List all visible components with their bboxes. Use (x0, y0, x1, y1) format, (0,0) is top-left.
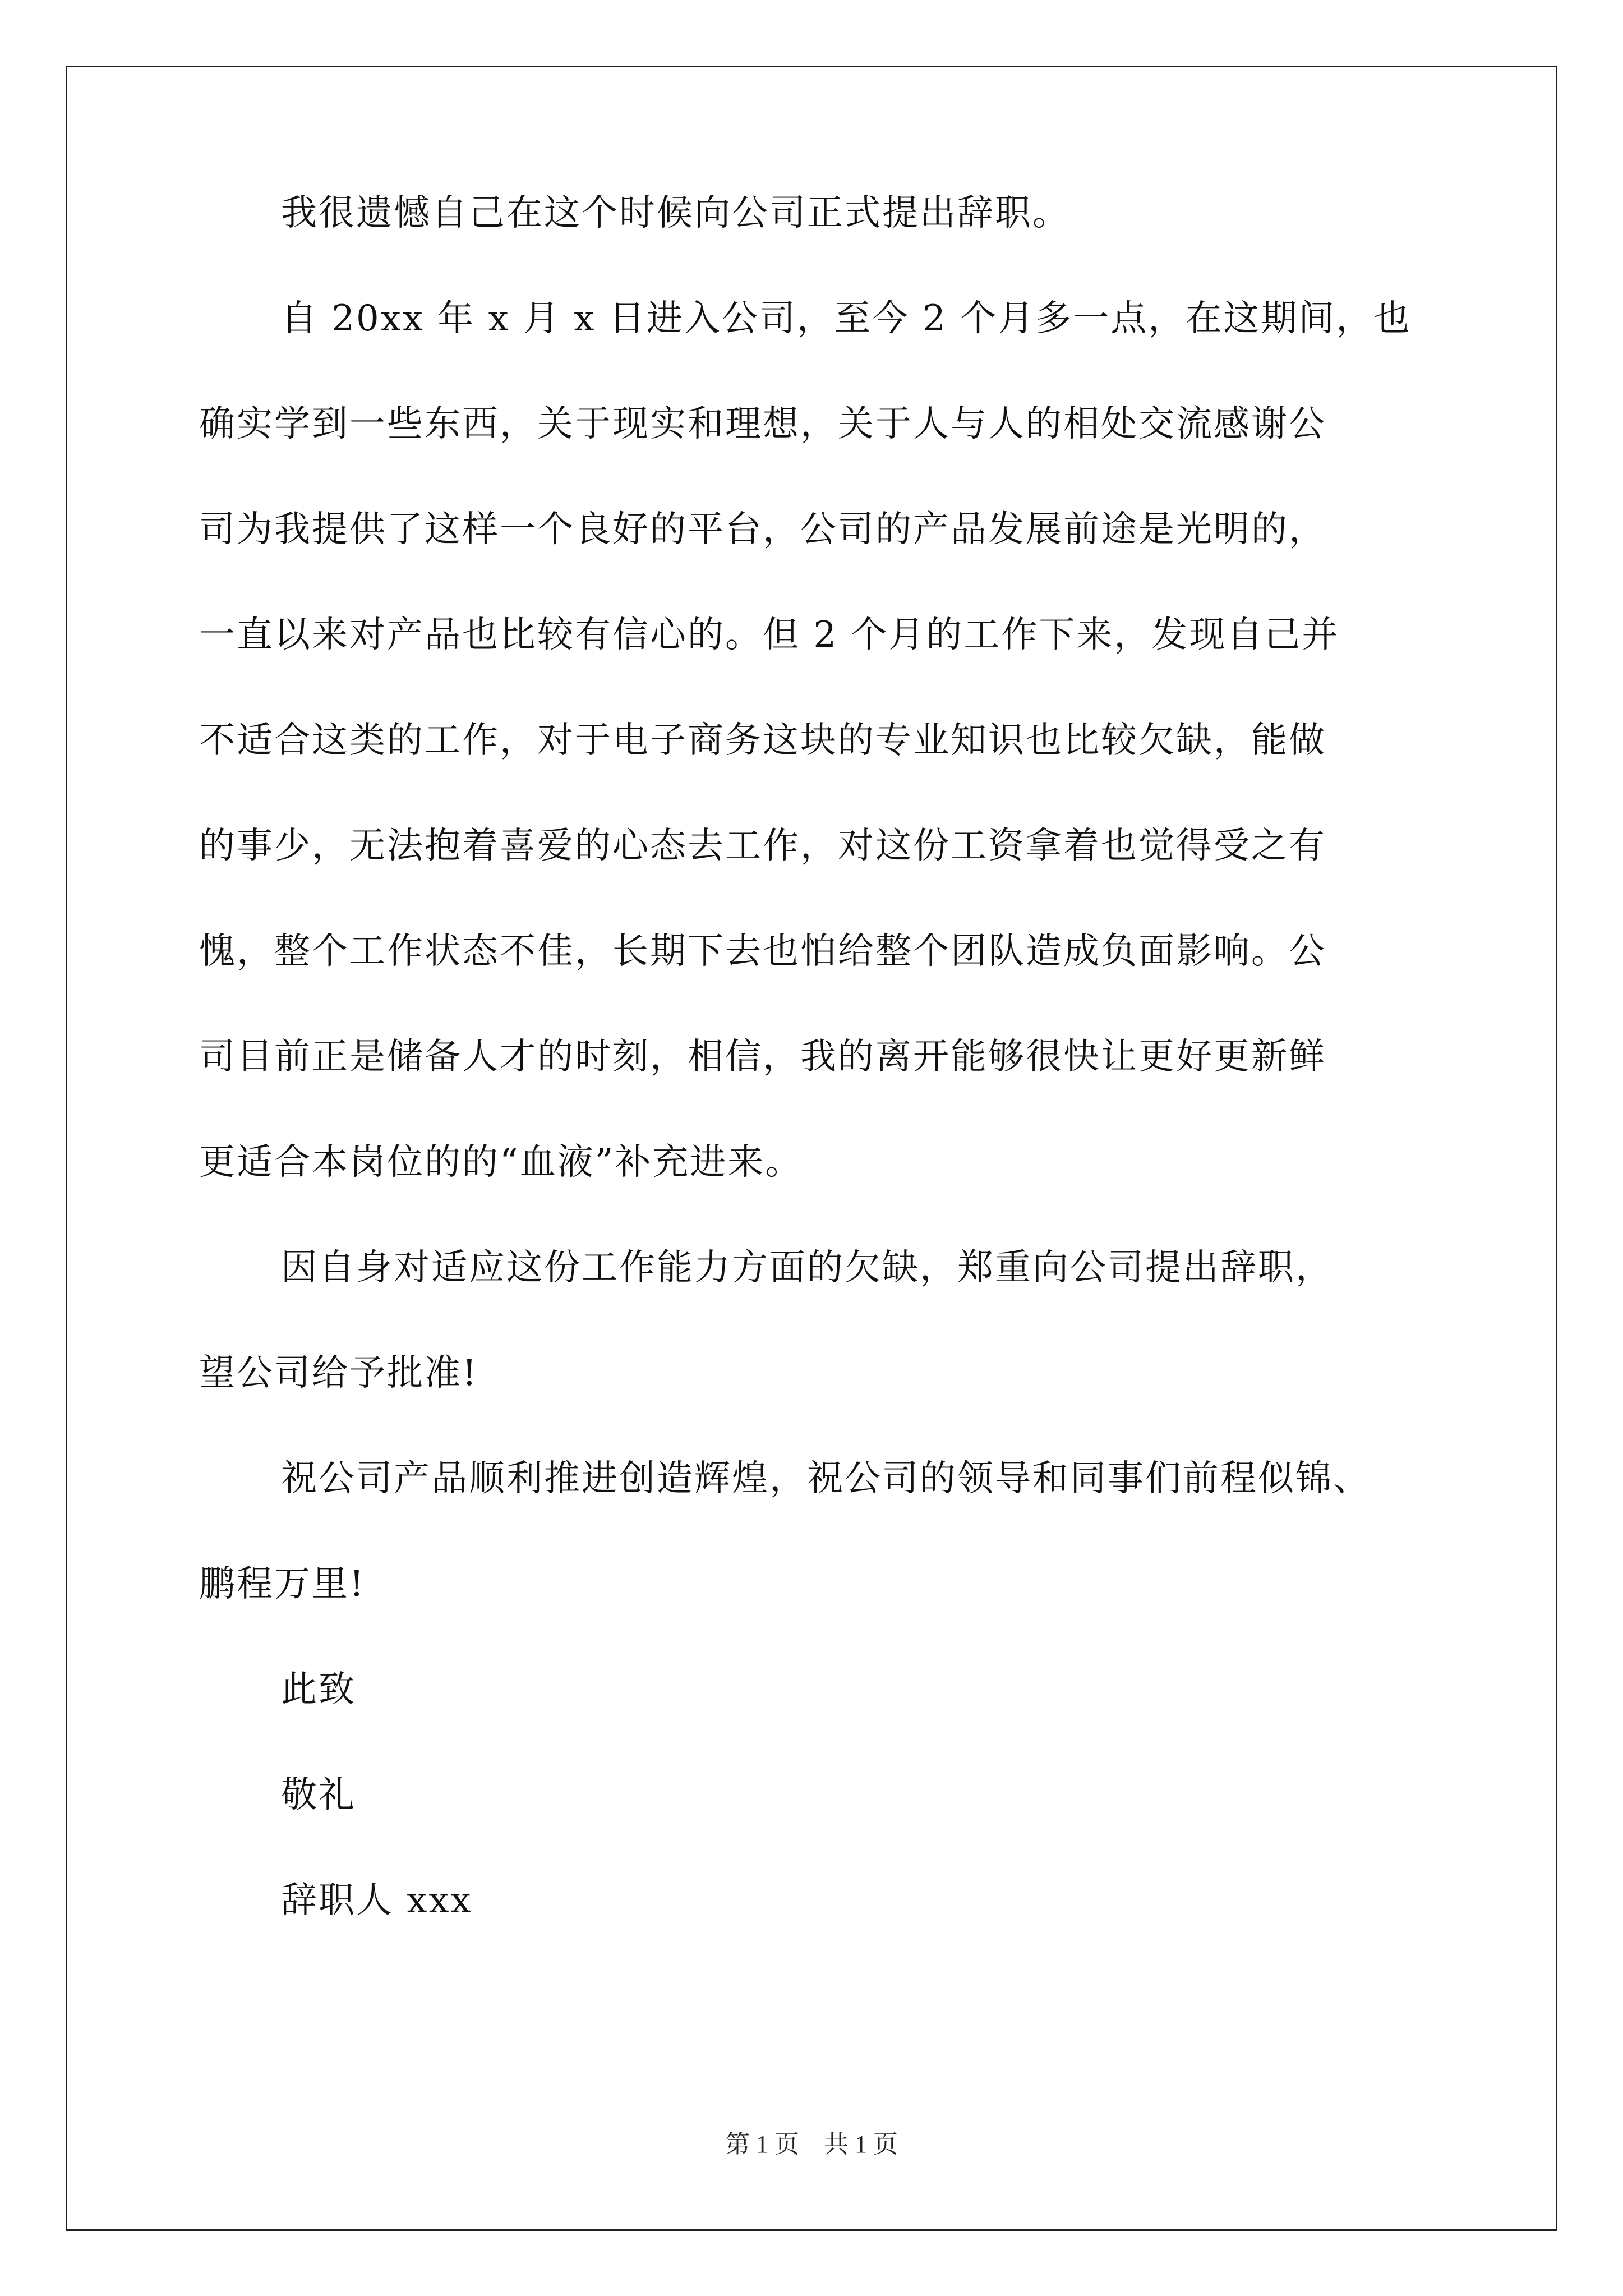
text-line: 愧，整个工作状态不佳，长期下去也怕给整个团队造成负面影响。公 (199, 931, 1326, 972)
text-line: 一直以来对产品也比较有信心的。但 2 个月的工作下来，发现自己并 (199, 614, 1340, 656)
text-line: 鹏程万里! (199, 1563, 366, 1605)
text-line: 司目前正是储备人才的时刻，相信，我的离开能够很快让更好更新鲜 (199, 1036, 1326, 1078)
text-line: 祝公司产品顺利推进创造辉煌，祝公司的领导和同事们前程似锦、 (281, 1458, 1371, 1499)
text-line: 更适合本岗位的的“血液”补充进来。 (199, 1142, 803, 1183)
text-line: 我很遗憾自己在这个时候向公司正式提出辞职。 (281, 192, 1070, 234)
text-line: 确实学到一些东西，关于现实和理想，关于人与人的相处交流感谢公 (199, 403, 1326, 445)
page-footer: 第 1 页 共 1 页 (725, 2131, 898, 2158)
closing-regards: 敬礼 (281, 1774, 356, 1816)
signature-line: 辞职人 xxx (281, 1880, 473, 1921)
text-line: 的事少，无法抱着喜爱的心态去工作，对这份工资拿着也觉得受之有 (199, 825, 1326, 867)
text-line: 望公司给予批准! (199, 1352, 478, 1394)
text-line: 自 20xx 年 x 月 x 日进入公司，至今 2 个月多一点，在这期间，也 (281, 298, 1412, 339)
text-line: 不适合这类的工作，对于电子商务这块的专业知识也比较欠缺，能做 (199, 720, 1326, 761)
text-line: 司为我提供了这样一个良好的平台，公司的产品发展前途是光明的， (199, 509, 1326, 550)
closing-salutation: 此致 (281, 1669, 356, 1710)
text-line: 因自身对适应这份工作能力方面的欠缺，郑重向公司提出辞职， (281, 1247, 1333, 1289)
